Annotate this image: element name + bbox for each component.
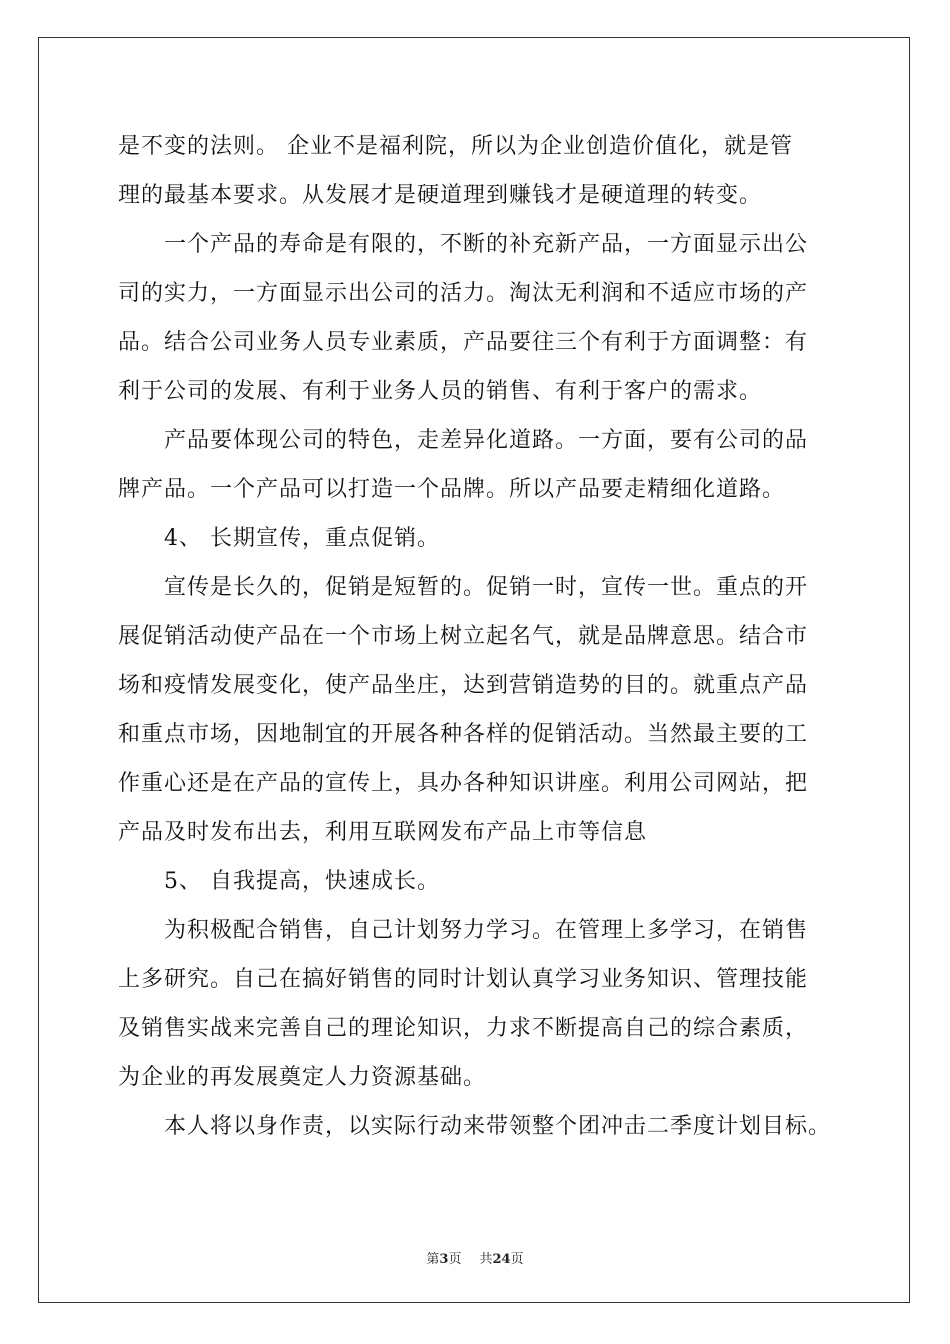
paragraph-start-line: 本人将以身作责，以实际行动来带领整个团冲击二季度计划目标。 [164, 1114, 832, 1139]
text-line: 品。结合公司业务人员专业素质，产品要往三个有利于方面调整：有 [118, 330, 809, 355]
section-heading-5: 5、 自我提高，快速成长。 [164, 869, 440, 894]
paragraph-start-line: 一个产品的寿命是有限的，不断的补充新产品，一方面显示出公 [164, 232, 809, 257]
paragraph-start-line: 产品要体现公司的特色，走差异化道路。一方面，要有公司的品 [164, 428, 809, 453]
text-line: 为企业的再发展奠定人力资源基础。 [118, 1065, 487, 1090]
text-line: 产品及时发布出去，利用互联网发布产品上市等信息 [118, 820, 648, 845]
total-prefix: 共 [479, 1252, 493, 1267]
text-line: 及销售实战来完善自己的理论知识，力求不断提高自己的综合素质， [118, 1016, 809, 1041]
text-line: 牌产品。一个产品可以打造一个品牌。所以产品要走精细化道路。 [118, 477, 786, 502]
text-line: 理的最基本要求。从发展才是硬道理到赚钱才是硬道理的转变。 [118, 183, 763, 208]
page-prefix: 第 [426, 1252, 440, 1267]
total-suffix: 页 [510, 1252, 524, 1267]
section-heading-4: 4、 长期宣传，重点促销。 [164, 526, 440, 551]
page-number: 3 [439, 1252, 449, 1267]
text-line: 利于公司的发展、有利于业务人员的销售、有利于客户的需求。 [118, 379, 763, 404]
text-line: 是不变的法则。 企业不是福利院，所以为企业创造价值化，就是管 [118, 134, 793, 159]
text-line: 场和疫情发展变化，使产品坐庄，达到营销造势的目的。就重点产品 [118, 673, 809, 698]
total-pages: 24 [492, 1252, 511, 1267]
text-line: 展促销活动使产品在一个市场上树立起名气，就是品牌意思。结合市 [118, 624, 809, 649]
paragraph-start-line: 为积极配合销售，自己计划努力学习。在管理上多学习，在销售 [164, 918, 809, 943]
text-line: 司的实力，一方面显示出公司的活力。淘汰无利润和不适应市场的产 [118, 281, 809, 306]
paragraph-start-line: 宣传是长久的，促销是短暂的。促销一时，宣传一世。重点的开 [164, 575, 809, 600]
text-line: 和重点市场，因地制宜的开展各种各样的促销活动。当然最主要的工 [118, 722, 809, 747]
page-footer [0, 1248, 950, 1267]
document-body [118, 122, 848, 1151]
page-suffix: 页 [448, 1252, 462, 1267]
text-line: 作重心还是在产品的宣传上，具办各种知识讲座。利用公司网站，把 [118, 771, 809, 796]
text-line: 上多研究。自己在搞好销售的同时计划认真学习业务知识、管理技能 [118, 967, 809, 992]
